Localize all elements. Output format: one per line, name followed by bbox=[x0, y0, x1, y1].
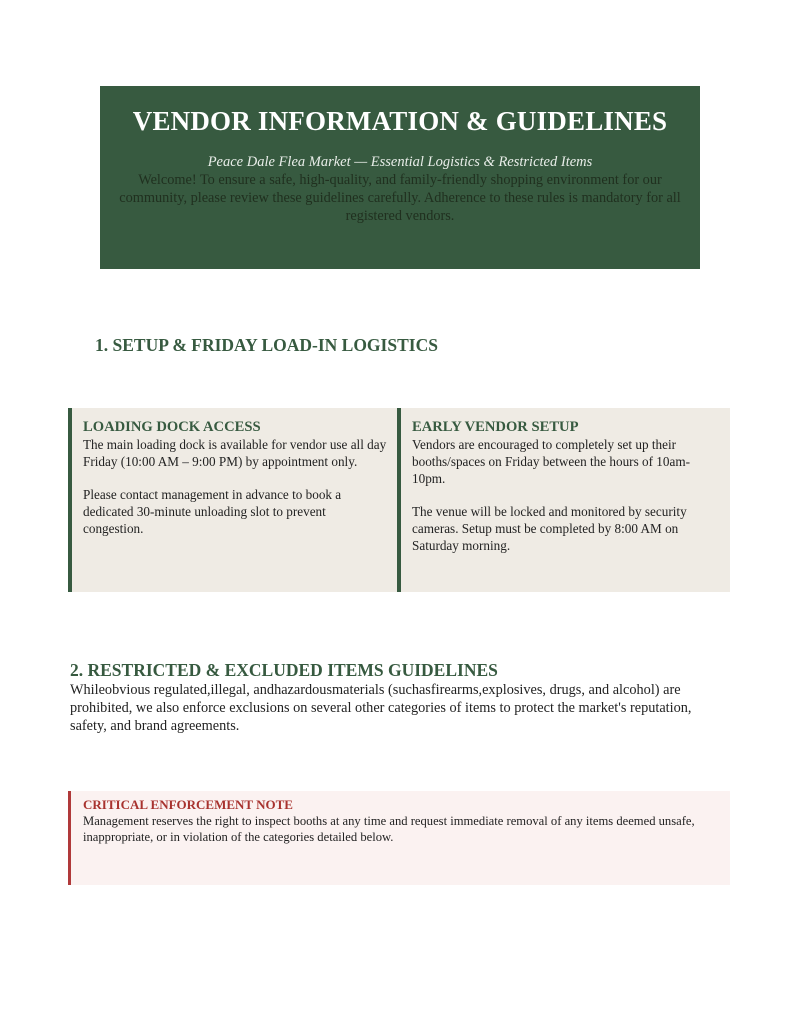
header-banner bbox=[100, 86, 700, 269]
note-text: Management reserves the right to inspect booths at any time and request immediate removal of any items deemed unsafe, inappropriate, or in violation of the categories detailed below. bbox=[83, 814, 695, 844]
card-paragraph: Please contact management in advance to book a dedicated 30-minute unloading slot to prevent congestion. bbox=[83, 487, 342, 536]
logistics-cards bbox=[68, 408, 730, 592]
enforcement-note bbox=[68, 791, 730, 885]
card-early-setup bbox=[397, 408, 730, 592]
intro-text: Welcome! To ensure a safe, high-quality, and family-friendly shopping environment for our community, please review these guidelines carefully. Adherence to these rules is mandatory for all registered vendors. bbox=[119, 172, 681, 224]
card-loading-dock bbox=[68, 408, 398, 592]
card-paragraph: The main loading dock is available for vendor use all day Friday (10:00 AM – 9:00 PM) by appointment only. bbox=[83, 437, 387, 469]
card-title: EARLY VENDOR SETUP bbox=[412, 419, 579, 435]
section-title-setup: 1. SETUP & FRIDAY LOAD-IN LOGISTICS bbox=[95, 335, 438, 355]
card-title: LOADING DOCK ACCESS bbox=[83, 419, 261, 435]
page-subtitle: Peace Dale Flea Market — Essential Logistics & Restricted Items bbox=[207, 154, 593, 170]
card-paragraph: Vendors are encouraged to completely set up their booths/spaces on Friday between the hours of 10am-10pm. bbox=[412, 437, 690, 486]
note-title: CRITICAL ENFORCEMENT NOTE bbox=[83, 797, 293, 812]
restricted-intro-text: Whileobvious regulated,illegal, andhazardousmaterials (suchasfirearms,explosives, drugs, and alcohol) are prohibited, we also enforce exclusions on several other categories of items to protect the market's reputation, safety, and brand agreements. bbox=[70, 682, 692, 734]
section-title-restricted: 2. RESTRICTED & EXCLUDED ITEMS GUIDELINES bbox=[70, 660, 498, 680]
page-title: VENDOR INFORMATION & GUIDELINES bbox=[132, 106, 668, 136]
card-paragraph: The venue will be locked and monitored by security cameras. Setup must be completed by 8:00 AM on Saturday morning. bbox=[412, 504, 687, 553]
